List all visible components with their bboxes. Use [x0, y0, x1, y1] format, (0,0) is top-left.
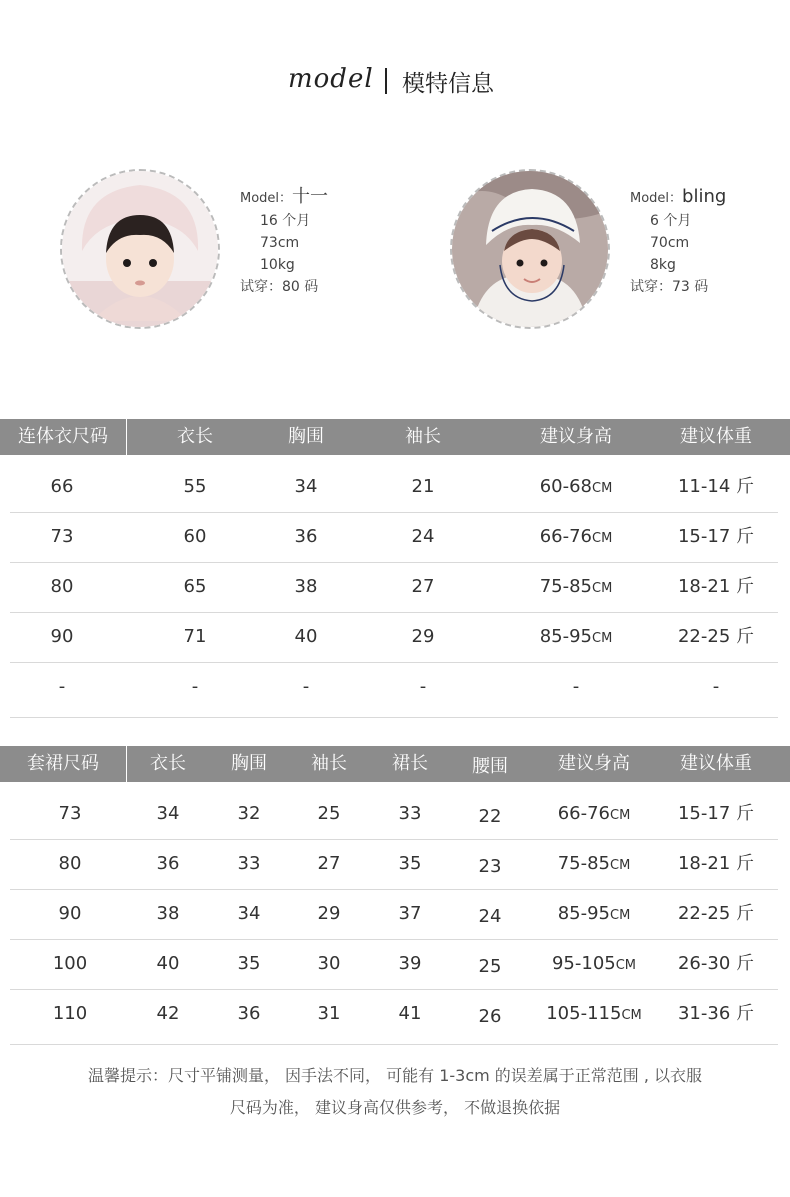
cell-size: 73 [50, 526, 74, 547]
cell-size: - [58, 676, 66, 697]
table-row [10, 939, 778, 990]
cell-length: 60 [183, 526, 207, 547]
size-note-line-1: 温馨提示：尺寸平铺测量， 因手法不同， 可能有 1-3cm 的误差属于正常范围 , 以衣服 [87, 1066, 703, 1085]
cell-length: 34 [156, 803, 180, 824]
cell-size: 100 [52, 953, 88, 974]
table-row [10, 989, 778, 1045]
header-cell-chest: 胸围 [288, 426, 324, 447]
unit-label: CM [610, 808, 631, 823]
table-row [10, 889, 778, 940]
cell-waist: 25 [478, 956, 502, 977]
cell-height [534, 939, 654, 989]
header-cell-weight: 建议体重 [680, 426, 752, 447]
cell-waist: 22 [478, 806, 502, 827]
model-info-2 [630, 186, 726, 298]
header-separator [126, 746, 127, 782]
header-cell-length: 衣长 [177, 426, 213, 447]
size-note-line-2: 尺码为准， 建议身高仅供参考， 不做退换依据 [229, 1098, 561, 1117]
table-row [10, 562, 778, 613]
height-value: 105-115 [546, 1003, 622, 1024]
header-cell-weight: 建议体重 [680, 753, 752, 774]
header-cell-skirt: 裙长 [392, 753, 428, 774]
table2-header [0, 746, 790, 782]
baby-photo-1 [62, 171, 218, 327]
cell-sleeve: 29 [317, 903, 341, 924]
header-cell-height: 建议身高 [558, 753, 630, 774]
cell-height [534, 989, 654, 1039]
cell-length: 42 [156, 1003, 180, 1024]
cell-skirt: 39 [398, 953, 422, 974]
cell-weight: 22-25 斤 [677, 903, 755, 924]
cell-length: 65 [183, 576, 207, 597]
header-cell-sleeve: 袖长 [405, 426, 441, 447]
unit-label: CM [621, 1008, 642, 1023]
model-age: 6 个月 [650, 213, 692, 229]
model-height: 73cm [260, 235, 300, 251]
table-row [10, 462, 778, 513]
cell-length: 36 [156, 853, 180, 874]
height-value: 66-76 [539, 526, 592, 547]
header-cell-sleeve: 袖长 [311, 753, 347, 774]
height-value: 85-95 [557, 903, 610, 924]
cell-size: 90 [58, 903, 82, 924]
table-row [10, 789, 778, 840]
cell-waist: 24 [478, 906, 502, 927]
cell-length: 40 [156, 953, 180, 974]
page-title: 模特信息 [402, 71, 494, 97]
cell-weight: 18-21 斤 [677, 576, 755, 597]
cell-chest: 38 [294, 576, 318, 597]
table-row [10, 612, 778, 663]
cell-skirt: 37 [398, 903, 422, 924]
model-height: 70cm [650, 235, 690, 251]
cell-waist: 26 [478, 1006, 502, 1027]
cell-waist: 23 [478, 856, 502, 877]
cell-height [516, 612, 636, 662]
cell-chest: 36 [237, 1003, 261, 1024]
header-cell-length: 衣长 [150, 753, 186, 774]
cell-chest: 35 [237, 953, 261, 974]
section-title [0, 62, 790, 102]
unit-label: CM [592, 481, 613, 496]
model-fit-size: 试穿：80 码 [240, 279, 319, 295]
cell-chest: 32 [237, 803, 261, 824]
model-label: Model： [630, 191, 683, 206]
cell-length: 71 [183, 626, 207, 647]
unit-label: CM [610, 858, 631, 873]
header-cell-height: 建议身高 [540, 426, 612, 447]
cell-height [516, 512, 636, 562]
unit-label: CM [610, 908, 631, 923]
cell-chest: 40 [294, 626, 318, 647]
model-photo-1 [60, 169, 220, 329]
cell-sleeve: 27 [317, 853, 341, 874]
cell-size: 90 [50, 626, 74, 647]
cell-sleeve: 24 [411, 526, 435, 547]
cell-weight: - [712, 676, 720, 697]
cell-sleeve: 30 [317, 953, 341, 974]
model-info-1 [240, 186, 328, 298]
model-fit-size: 试穿：73 码 [630, 279, 709, 295]
cell-weight: 18-21 斤 [677, 853, 755, 874]
unit-label: CM [615, 958, 637, 973]
cell-sleeve: 31 [317, 1003, 341, 1024]
unit-label: CM [592, 631, 613, 646]
cell-weight: 26-30 斤 [677, 953, 755, 974]
baby-photo-2 [452, 171, 608, 327]
table-row [10, 512, 778, 563]
model-name: 十一 [292, 186, 329, 207]
table-row [10, 662, 778, 718]
cell-length: 55 [183, 476, 207, 497]
table1-header [0, 419, 790, 455]
cell-size: 110 [52, 1003, 88, 1024]
cell-sleeve: 29 [411, 626, 435, 647]
cell-size: 80 [58, 853, 82, 874]
height-value: 75-85 [539, 576, 592, 597]
cell-height [516, 562, 636, 612]
cell-height [534, 889, 654, 939]
cell-sleeve: 27 [411, 576, 435, 597]
header-cell-size: 连体衣尺码 [18, 426, 108, 447]
header-cell-size: 套裙尺码 [27, 753, 99, 774]
cell-length: - [191, 676, 199, 697]
cell-chest: 33 [237, 853, 261, 874]
cell-chest: 36 [294, 526, 318, 547]
cell-chest: 34 [294, 476, 318, 497]
title-divider [385, 68, 387, 94]
cell-skirt: 35 [398, 853, 422, 874]
header-cell-chest: 胸围 [231, 753, 267, 774]
header-cell-waist: 腰围 [472, 756, 508, 777]
model-weight: 8kg [650, 257, 676, 273]
cell-skirt: 33 [398, 803, 422, 824]
unit-label: CM [592, 531, 613, 546]
height-value: 95-105 [551, 953, 616, 974]
cell-sleeve: 21 [411, 476, 435, 497]
cell-skirt: 41 [398, 1003, 422, 1024]
cell-size: 66 [50, 476, 74, 497]
table-row [10, 839, 778, 890]
cell-size: 73 [58, 803, 82, 824]
cell-chest: 34 [237, 903, 261, 924]
cell-height: - [572, 676, 580, 697]
script-title: model [288, 64, 374, 94]
height-value: 60-68 [539, 476, 592, 497]
cell-weight: 31-36 斤 [677, 1003, 755, 1024]
cell-height [534, 839, 654, 889]
cell-length: 38 [156, 903, 180, 924]
height-value: 66-76 [557, 803, 610, 824]
header-separator [126, 419, 127, 455]
cell-height [534, 789, 654, 839]
cell-sleeve: 25 [317, 803, 341, 824]
model-name: bling [682, 186, 727, 207]
height-value: 75-85 [557, 853, 610, 874]
cell-weight: 22-25 斤 [677, 626, 755, 647]
model-label: Model： [240, 191, 293, 206]
height-value: 85-95 [539, 626, 592, 647]
unit-label: CM [592, 581, 613, 596]
cell-sleeve: - [419, 676, 427, 697]
model-age: 16 个月 [260, 213, 311, 229]
cell-weight: 15-17 斤 [677, 526, 755, 547]
cell-height [516, 462, 636, 512]
cell-size: 80 [50, 576, 74, 597]
cell-weight: 11-14 斤 [677, 476, 755, 497]
model-weight: 10kg [260, 257, 295, 273]
model-photo-2 [450, 169, 610, 329]
cell-chest: - [302, 676, 310, 697]
cell-weight: 15-17 斤 [677, 803, 755, 824]
